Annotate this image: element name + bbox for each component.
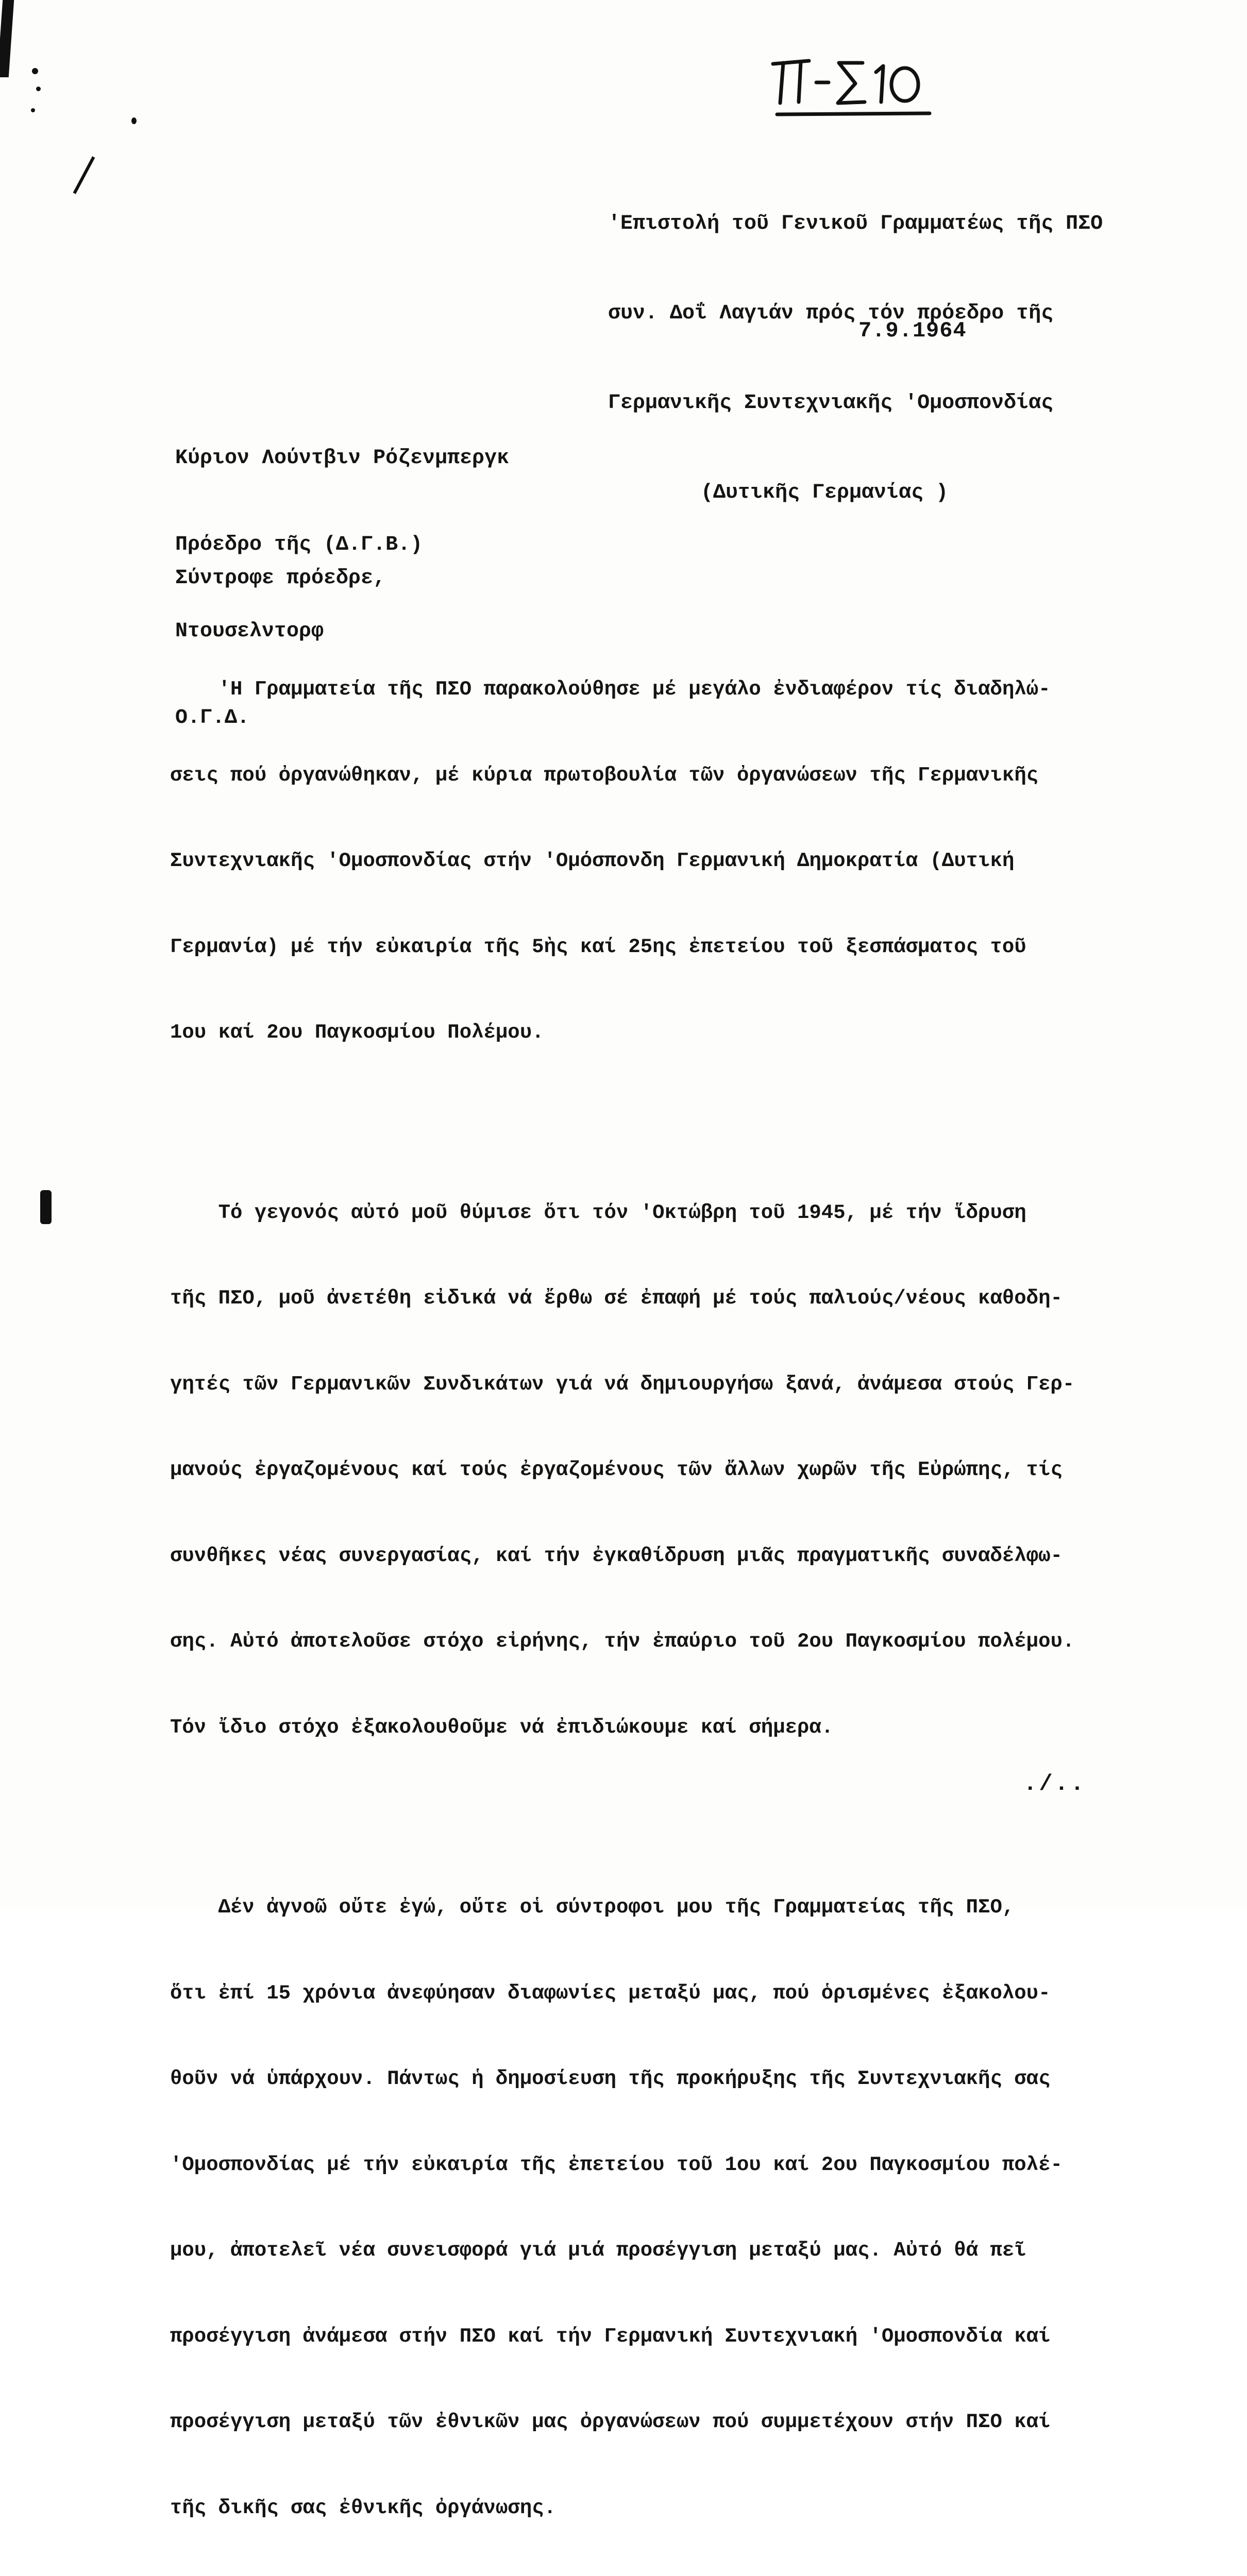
handwritten-reference-mark xyxy=(767,42,937,120)
subject-line: Γερμανικῆς Συντεχνιακῆς 'Ομοσπονδίας xyxy=(608,392,1054,415)
addressee-line: Ο.Γ.Δ. xyxy=(175,706,250,730)
text-line: Δέν ἀγνοῶ οὔτε ἐγώ, οὔτε οἱ σύντροφοι μου τῆς Γραμματείας τῆς ΠΣΟ, xyxy=(170,1896,1015,1919)
subject-line: (Δυτικῆς Γερμανίας ) xyxy=(701,481,949,504)
text-line: μανούς ἐργαζομένους καί τούς ἐργαζομένους τῶν ἄλλων χωρῶν τῆς Εὐρώπης, τίς xyxy=(170,1459,1063,1481)
text-line: Τό γεγονός αὐτό μοῦ θύμισε ὅτι τόν 'Οκτώβρη τοῦ 1945, μέ τήν ἵδρυση xyxy=(170,1201,1026,1224)
text-line: συνθῆκες νέας συνεργασίας, καί τήν ἐγκαθίδρυση μιᾶς πραγματικῆς συναδέλφω- xyxy=(170,1544,1063,1567)
addressee-line: Πρόεδρο τῆς (Δ.Γ.Β.) xyxy=(175,533,423,556)
text-line: Τόν ἴδιο στόχο ἐξακολουθοῦμε νά ἐπιδιώκουμε καί σήμερα. xyxy=(170,1716,834,1739)
scan-speck xyxy=(36,87,41,91)
addressee-line: Ντουσελντορφ xyxy=(175,620,324,643)
text-line: τῆς δικῆς σας ἐθνικῆς ὀργάνωσης. xyxy=(170,2496,556,2519)
letter-body xyxy=(170,618,1180,2576)
scan-speck xyxy=(131,117,137,124)
paragraph xyxy=(170,1836,1180,2576)
paragraph xyxy=(170,1142,1180,1800)
text-line: Συντεχνιακῆς 'Ομοσπονδίας στήν 'Ομόσπονδη Γερμανική Δημοκρατία (Δυτική xyxy=(170,850,1015,872)
text-line: 1ου καί 2ου Παγκοσμίου Πολέμου. xyxy=(170,1021,544,1044)
text-line: προσέγγιση ἀνάμεσα στήν ΠΣΟ καί τήν Γερμανική Συντεχνιακή 'Ομοσπονδία καί xyxy=(170,2325,1051,2348)
text-line: 'Ομοσπονδίας μέ τήν εὐκαιρία τῆς ἐπετείου τοῦ 1ου καί 2ου Παγκοσμίου πολέ- xyxy=(170,2153,1063,2176)
text-line: τῆς ΠΣΟ, μοῦ ἀνετέθη εἰδικά νά ἔρθω σέ ἐπαφή μέ τούς παλιούς/νέους καθοδη- xyxy=(170,1287,1063,1310)
text-line: ὅτι ἐπί 15 χρόνια ἀνεφύησαν διαφωνίες μεταξύ μας, πού ὁρισμένες ἐξακολου- xyxy=(170,1981,1051,2005)
scan-stroke-mark xyxy=(73,156,95,194)
subject-line: συν. Δοΐ Λαγιάν πρός τόν πρόεδρο τῆς xyxy=(608,302,1054,325)
text-line: 'Η Γραμματεία τῆς ΠΣΟ παρακολούθησε μέ μεγάλο ἐνδιαφέρον τίς διαδηλώ- xyxy=(170,678,1051,701)
text-line: σεις πού ὀργανώθηκαν, μέ κύρια πρωτοβουλία τῶν ὀργανώσεων τῆς Γερμανικῆς xyxy=(170,764,1039,787)
scan-edge-mark xyxy=(0,0,14,77)
scan-speck xyxy=(32,68,38,74)
paragraph xyxy=(170,618,1180,1105)
letter-date: 7.9.1964 xyxy=(858,318,967,343)
letter-subject-block xyxy=(608,149,1175,568)
text-line: γητές τῶν Γερμανικῶν Συνδικάτων γιά νά δημιουργήσω ξανά, ἀνάμεσα στούς Γερ- xyxy=(170,1372,1075,1396)
text-line: μου, ἀποτελεῖ νέα συνεισφορά γιά μιά προσέγγιση μεταξύ μας. Αὐτό θά πεῖ xyxy=(170,2239,1026,2262)
scan-margin-mark xyxy=(40,1190,52,1224)
scan-speck xyxy=(31,108,35,112)
text-line: σης. Αὐτό ἀποτελοῦσε στόχο εἰρήνης, τήν ἐπαύριο τοῦ 2ου Παγκοσμίου πολέμου. xyxy=(170,1630,1075,1653)
text-line: Γερμανία) μέ τήν εὐκαιρία τῆς 5ὴς καί 25ης ἐπετείου τοῦ ξεσπάσματος τοῦ xyxy=(170,935,1026,958)
text-line: θοῦν νά ὑπάρχουν. Πάντως ἡ δημοσίευση τῆς προκήρυξης τῆς Συντεχνιακῆς σας xyxy=(170,2067,1051,2090)
addressee-line: Κύριον Λούντβιν Ρόζενμπεργκ xyxy=(175,447,510,470)
salutation: Σύντροφε πρόεδρε, xyxy=(175,567,386,590)
subject-line: 'Επιστολή τοῦ Γενικοῦ Γραμματέως τῆς ΠΣΟ xyxy=(608,212,1103,235)
text-line: προσέγγιση μεταξύ τῶν ἐθνικῶν μας ὀργανώσεων πού συμμετέχουν στήν ΠΣΟ καί xyxy=(170,2411,1051,2433)
page-continuation-mark: ./.. xyxy=(1023,1771,1086,1797)
